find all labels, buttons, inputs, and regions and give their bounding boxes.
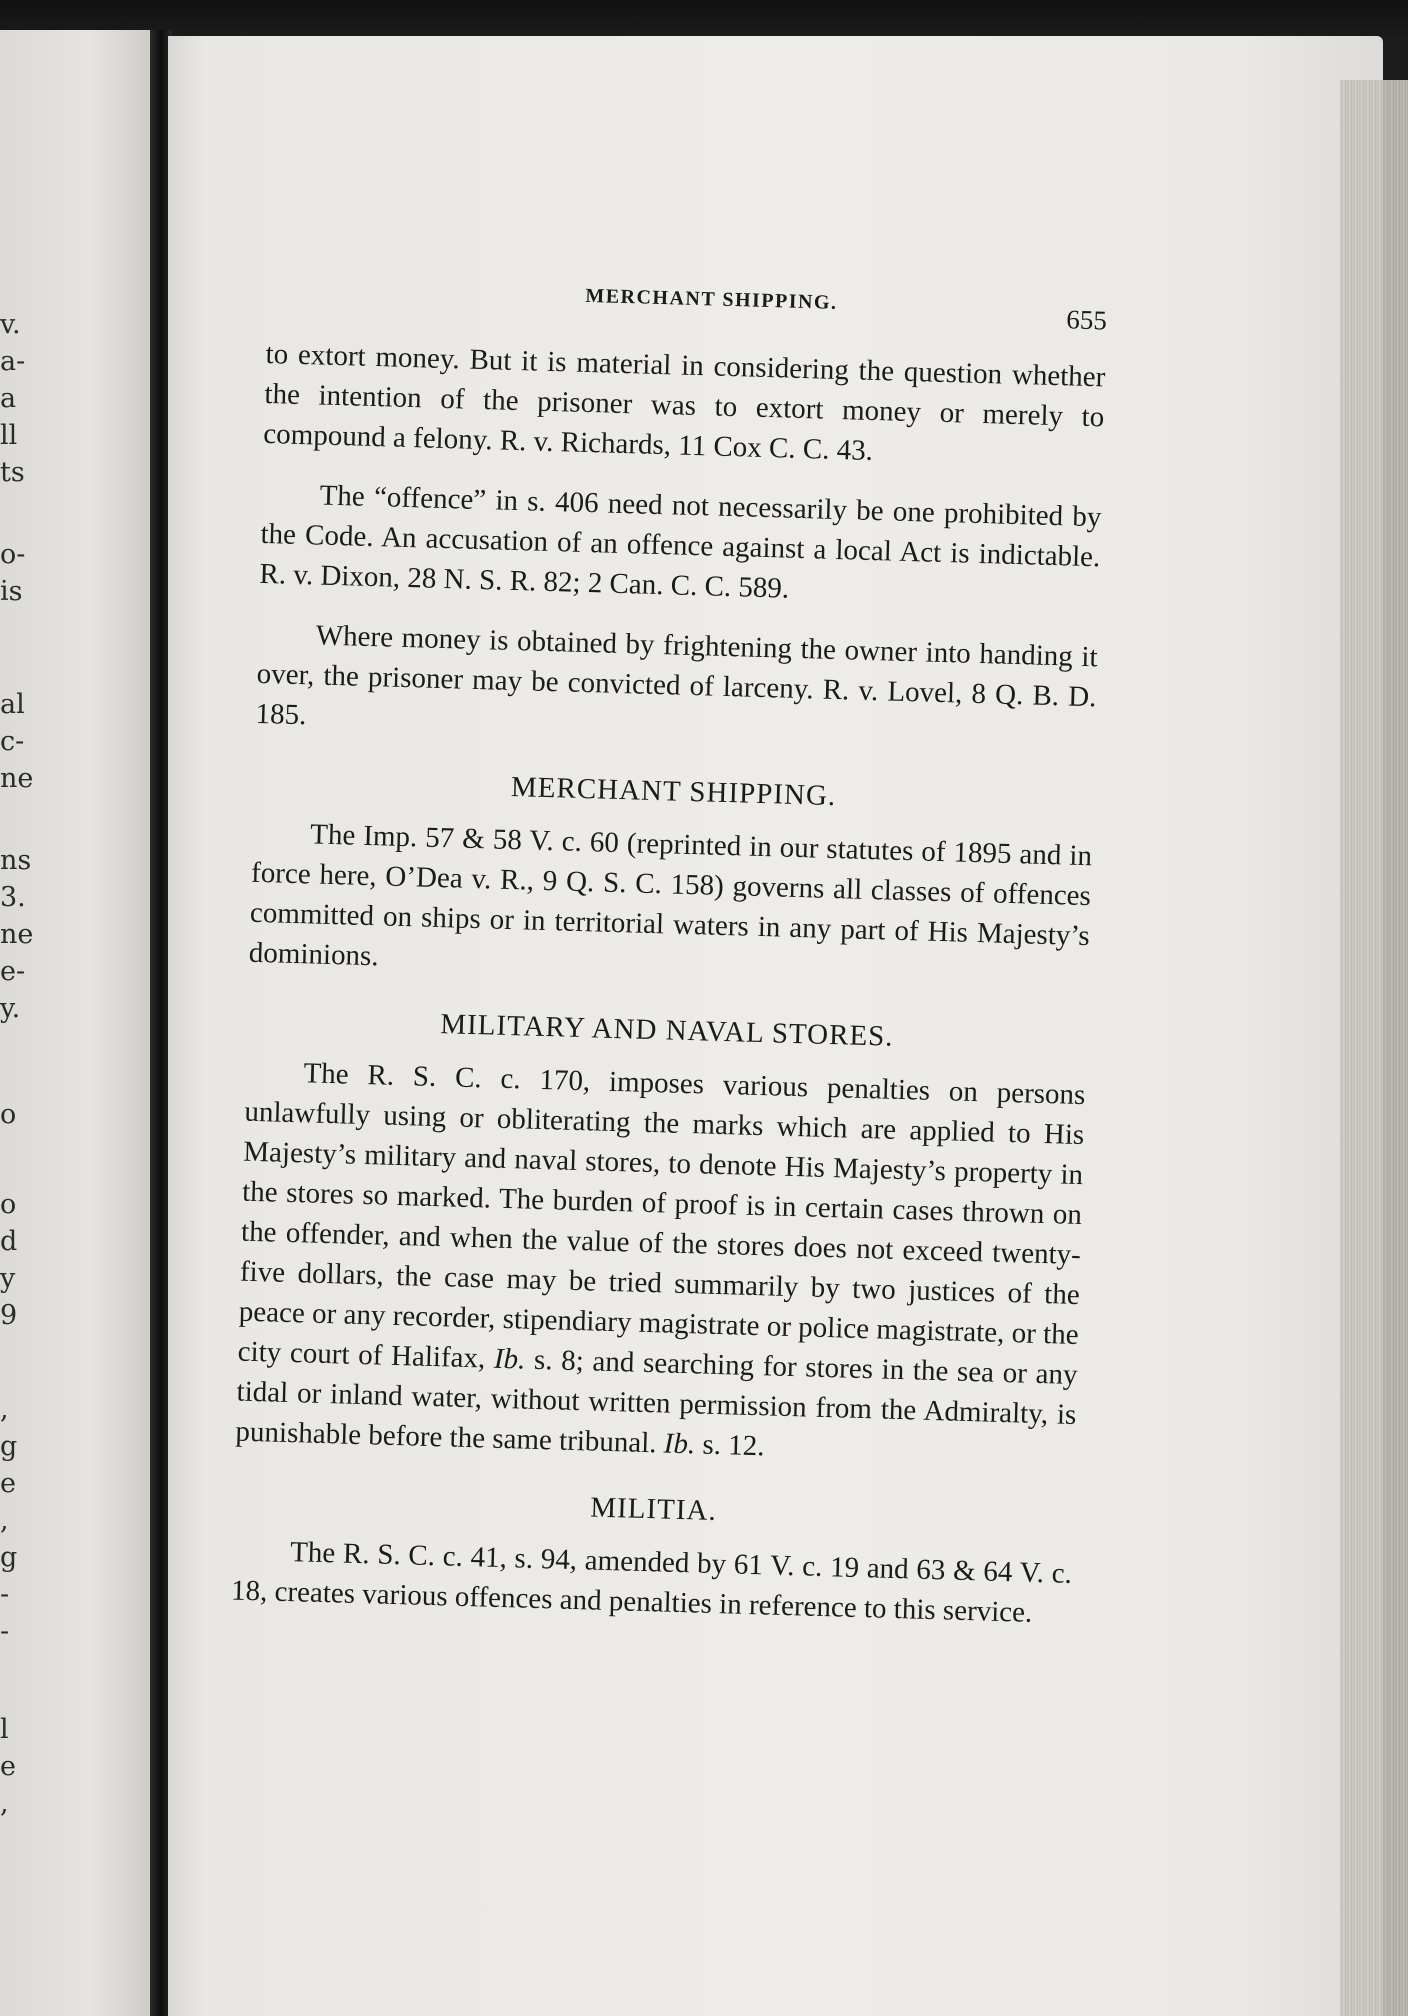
military-text-part-2: s. 8; and searching for stores in the sea or any tidal or inland water, without written permission from the Admiralty, is punishable before the same tribunal. xyxy=(235,1343,1078,1460)
left-page-fragment: e xyxy=(0,1468,16,1499)
left-page-fragment: , xyxy=(0,1788,9,1819)
left-page-fragment: o xyxy=(0,1189,17,1220)
page-number: 655 xyxy=(1066,304,1108,336)
left-page-fragment: o xyxy=(0,1099,17,1130)
ibid-citation-1: Ib. xyxy=(493,1342,526,1376)
left-page-fragment: ns xyxy=(0,845,32,876)
left-page-fragment: 3. xyxy=(0,882,26,913)
paragraph-extort-money: to extort money. But it is material in considering the question whether the intention of the prisoner was to extort money or merely to compound a felony. R. v. Richards, 11 Cox C. C. 43. xyxy=(262,337,1106,467)
page-content xyxy=(230,270,1108,1654)
heading-merchant-shipping: MERCHANT SHIPPING. xyxy=(510,770,837,813)
left-page-fragment: o- xyxy=(0,539,26,570)
left-page-fragment: a xyxy=(0,383,17,414)
paragraph-merchant-shipping: The Imp. 57 & 58 V. c. 60 (reprinted in our statutes of 1895 and in force here, O’Dea v. R., 9 Q. S. C. 158) governs all classes of offences committed on ships or in territorial waters in any part of His Majesty’s dominions. xyxy=(248,818,1093,973)
left-page-fragment: y. xyxy=(0,993,21,1024)
paragraph-larceny: Where money is obtained by frightening the owner into handing it over, the prisoner may be convicted of larceny. R. v. Lovel, 8 Q. B. D. 185. xyxy=(255,619,1098,732)
running-title: MERCHANT SHIPPING. xyxy=(585,284,838,314)
left-page-fragment: is xyxy=(0,576,23,607)
left-page-fragment: ne xyxy=(0,919,34,950)
military-text-part-3: s. 12. xyxy=(694,1428,765,1463)
military-text-part-1: The R. S. C. c. 170, imposes various penalties on persons unlawfully using or obliterating the marks which are applied to His Majesty’s military and naval stores, to denote His Majesty’s property in the stores so marked. The burden of proof is in certain cases thrown on the offender, and when the value of the stores does not exceed twenty-five dollars, the case may be tried summarily by two justices of the peace or any recorder, stipendiary magistrate or police magistrate, or the city court of Halifax, xyxy=(237,1057,1086,1375)
left-page-fragment: ne xyxy=(0,763,34,794)
paragraph-military-naval-stores xyxy=(235,1052,1086,1475)
left-page-fragment: - xyxy=(0,1616,10,1647)
left-page-fragment: y xyxy=(0,1263,16,1294)
left-page-fragment: al xyxy=(0,689,25,720)
heading-military-naval-stores: MILITARY AND NAVAL STORES. xyxy=(439,1008,894,1053)
page-edges-stack xyxy=(1340,80,1408,2016)
left-page-fragment: c- xyxy=(0,726,25,757)
left-page-fragment: - xyxy=(0,1579,10,1610)
left-facing-page xyxy=(0,30,150,2016)
left-page-fragment: v. xyxy=(0,309,21,340)
left-page-fragment: ll xyxy=(0,420,18,451)
left-page-fragment: g xyxy=(0,1431,18,1462)
left-page-fragment: a- xyxy=(0,346,26,377)
left-page-fragment: d xyxy=(0,1226,18,1257)
left-page-fragment: 9 xyxy=(0,1300,18,1331)
heading-militia: MILITIA. xyxy=(589,1491,718,1528)
left-page-fragment: , xyxy=(0,1505,9,1536)
left-page-fragment: g xyxy=(0,1542,18,1573)
left-page-fragment: e xyxy=(0,1751,16,1782)
left-page-fragment: ts xyxy=(0,457,25,488)
left-page-fragment: l xyxy=(0,1714,9,1745)
left-page-fragment: e- xyxy=(0,956,26,987)
ibid-citation-2: Ib. xyxy=(663,1427,696,1461)
paragraph-offence: The “offence” in s. 406 need not necessarily be one prohibited by the Code. An accusation of an offence against a local Act is indictable. R. v. Dixon, 28 N. S. R. 82; 2 Can. C. C. 589. xyxy=(259,479,1102,605)
left-page-fragment: , xyxy=(0,1394,9,1425)
paragraph-militia: The R. S. C. c. 41, s. 94, amended by 61 V. c. 19 and 63 & 64 V. c. 18, creates various offences and penalties in reference to this service. xyxy=(230,1536,1073,1629)
